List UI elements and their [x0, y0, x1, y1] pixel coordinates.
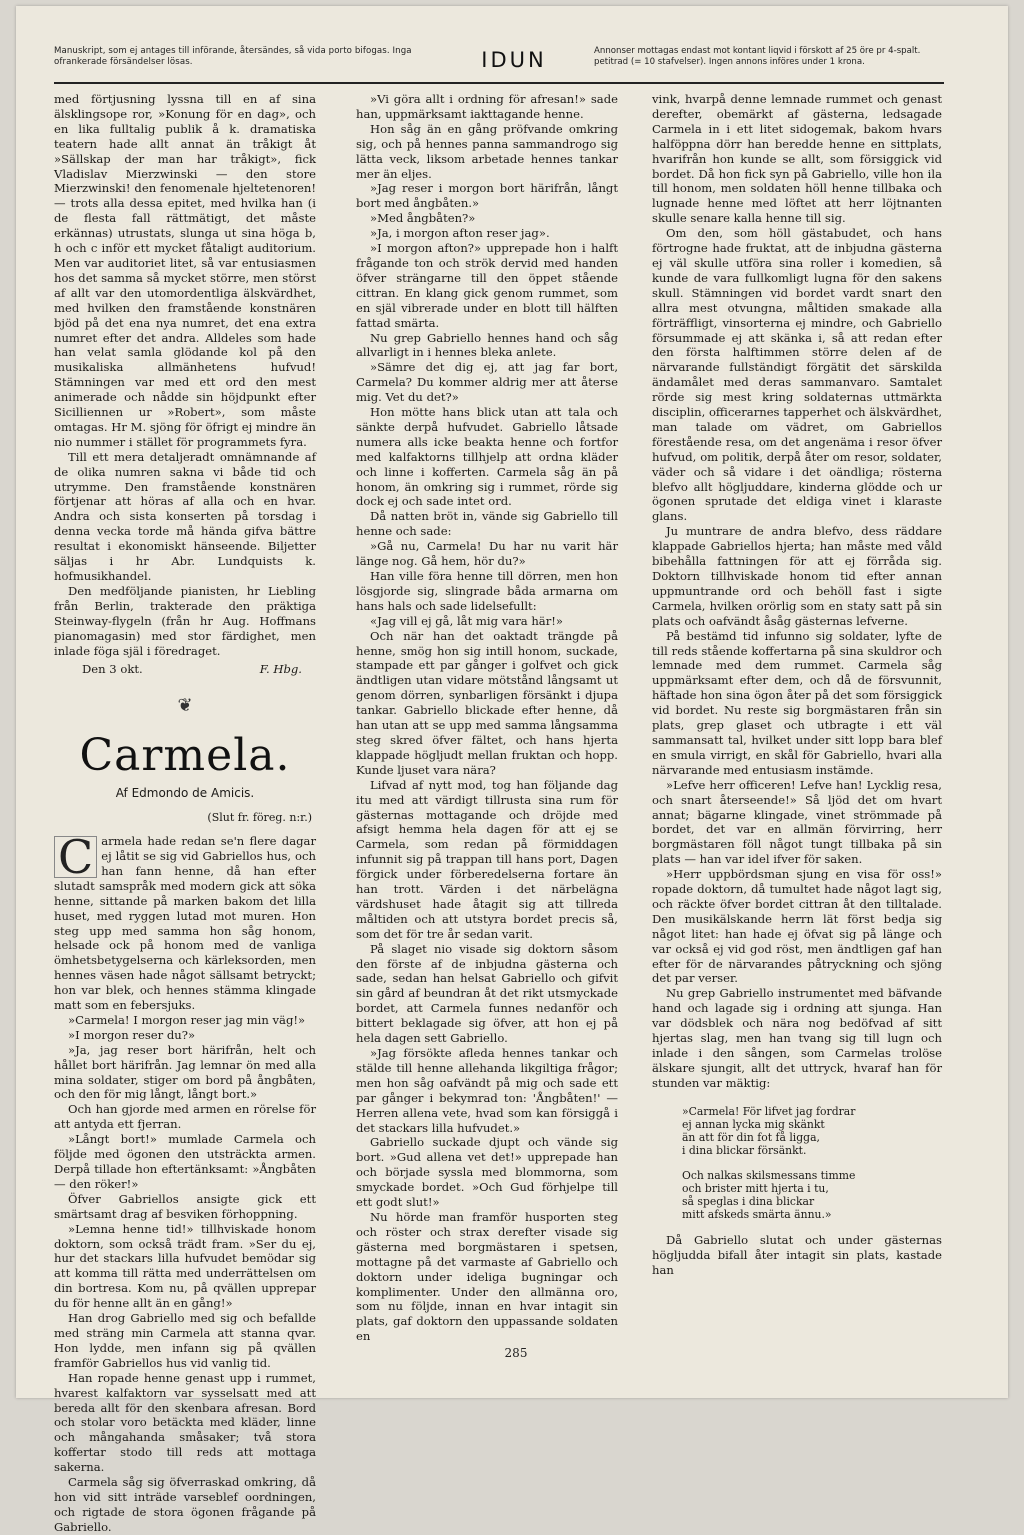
story-paragraph: »Gå nu, Carmela! Du har nu varit här länge nog. Gå hem, hör du?» [356, 539, 618, 569]
page-number: 285 [504, 1346, 528, 1360]
story-paragraph: Han ropade henne genast upp i rummet, hvarest kalfaktorn var sysselsatt med att bereda allt för den skenbara afresan. Bord och stolar voro betäckta med kläder, linne och mångahanda småsaker; två stora koffertar stodo till reds att mottaga sakerna. [54, 1370, 316, 1475]
review-paragraph: Till ett mera detaljeradt omnämnande af de olika numren sakna vi både tid och utrymme. Den framstående konstnären förtjenar att höras af alla och en hvar. Andra och sista konserten på torsdag i denna vecka torde må hända gifva bättre resultat i ekonomiskt hänseende. Biljetter säljas i hr Abr. Lundquists k. hofmusikhandel. [54, 449, 316, 583]
story-paragraph: »Ja, i morgon afton reser jag». [370, 226, 550, 241]
story-paragraph: På bestämd tid infunno sig soldater, lyfte de till reds stående koffertarna på sina skuldror och lemnade med dem rummet. Carmela såg uppmärksamt efter dem, och då de försvunnit, häftade hon sina ögon åter på det som försiggick vid bordet. Nu reste sig borgmästaren från sin plats, grep glaset och utbragte i ett väl sammansatt tal, hvilket under sitt lopp bara blef en smula virrigt, en skål för Gabriello, hvari alla närvarande med entusiasm instämde. [652, 628, 942, 777]
story-paragraph: Hon såg än en gång pröfvande omkring sig, och på hennes panna sammandrogo sig lätta veck, liksom arbetade hennes tankar mer än eljes. [356, 121, 618, 181]
story-paragraph: »Lefve herr officeren! Lefve han! Lycklig resa, och snart återseende!» Så ljöd det om hvart annat; bägarne klingade, vinet strömmade på bordet, det var en allmän förvirring, herr borgmästaren föll något tungt tillbaka på sin plats — han var idel ifver för saken. [652, 777, 942, 867]
story-paragraph: Öfver Gabriellos ansigte gick ett smärtsamt drag af besviken förhoppning. [54, 1191, 316, 1221]
story-paragraph: Nu grep Gabriello hennes hand och såg allvarligt in i hennes bleka anlete. [356, 330, 618, 360]
story-paragraph: »I morgon reser du?» [68, 1027, 196, 1042]
story-paragraph: »Herr uppbördsman sjung en visa för oss!» ropade doktorn, då tumultet hade något lagt sig, och räckte öfver bordet cittran åt den tilltalade. Den musikälskande herrn lät först bedja sig något litet: han hade ej öfvat sig på länge och var också ej vid god röst, men ändtligen gaf han efter för de närvarandes påtryckning och sjöng det par verser. [652, 867, 942, 986]
story-paragraph: »Sämre det dig ej, att jag far bort, Carmela? Du kommer aldrig mer att återse mig. Vet du det?» [356, 360, 618, 405]
song-verses [682, 1105, 942, 1221]
ornament-icon: ❦ [177, 695, 193, 717]
header-advertising-notice: Annonser mottagas endast mot kontant liqvid i förskott af 25 öre pr 4-spalt. petitrad (= 10 stafvelser). Ingen annons införes under 1 krona. [594, 46, 921, 67]
story-paragraph: »Jag reser i morgon bort härifrån, långt bort med ångbåten.» [356, 181, 618, 211]
review-author: F. Hbg. [259, 662, 302, 677]
story-paragraph: vink, hvarpå denne lemnade rummet och genast derefter, obemärkt af gästerna, ledsagade Carmela in i ett litet sidogemak, bakom hvars halföppna dörr han beredde henne en sittplats, hvarifrån hon kunde se allt, som försiggick vid bordet. Då hon fick syn på Gabriello, ville hon ila till honom, men soldaten höll henne tillbaka och lugnade henne med löftet att herr löjtnanten skulle senare kalla henne till sig. [652, 92, 942, 226]
review-date: Den 3 okt. [82, 662, 143, 677]
story-paragraph: C armela hade redan se'n flere dagar ej låtit se sig vid Gabriellos hus, och han fann henne, då han efter slutadt samspråk med modern gick att söka henne, sittande på marken bakom det lilla huset, med ryggen lutad mot muren. Hon steg upp med samma hon såg honom, helsade ock på honom med de vanliga ömhetsbetygelserna och kärleksorden, men hennes väsen hade något sällsamt betryckt; hon var blek, och hennes stämma klingade matt som en febersjuks. [54, 830, 316, 1013]
newspaper-page [16, 6, 1008, 1534]
story-paragraph: Nu hörde man framför husporten steg och röster och strax derefter visade sig gästerna med borgmästaren i spetsen, mottagne på det varmaste af Gabriello och doktorn under ideliga bugningar och komplimenter. Under den allmänna oro, som nu följde, innan en hvar intagit sin plats, gaf doktorn den uppassande soldaten en [356, 1209, 618, 1344]
header-manuscript-notice: Manuskript, som ej antages till införande, återsändes, så vida porto bifogas. Inga ofrankerade försändelser lösas. [54, 46, 412, 67]
story-title: Carmela. [79, 730, 291, 782]
story-paragraph: »Carmela! I morgon reser jag min väg!» [68, 1012, 306, 1027]
story-paragraph: Och han gjorde med armen en rörelse för att antyda ett fjerran. [54, 1102, 316, 1132]
story-paragraph: Lifvad af nytt mod, tog han följande dag itu med att värdigt tillrusta sina rum för gästernas mottagande och dröjde med afsigt hemma hela dagen för att ej se Carmela, som redan på förmiddagen infunnit sig på trappan till hans port, Dagen förgick under förberedelserna fortare än han trott. Värden i det närbelägna värdshuset hade åtagit sig att tillreda måltiden och att utstyra bordet precis så, som det för tre år sedan varit. [356, 777, 618, 941]
page-header [54, 42, 944, 84]
story-paragraph: Och när han det oaktadt trängde på henne, smög hon sig intill honom, suckade, stampade ett par gånger i golfvet och gick ändtligen utan vidare mötstånd långsamt ut genom dörren, synbarligen försänkt i djupa tankar. Gabriello blickade efter henne, då han utan att se upp med samma långsamma steg skred öfver fältet, och hans hjerta klappade högljudt mellan fruktan och hopp. Kunde ljuset vara nära? [356, 628, 618, 777]
story-paragraph: Gabriello suckade djupt och vände sig bort. »Gud allena vet det!» upprepade han och började syssla med blommorna, som smyckade bordet. »Och Gud förhjelpe till ett godt slut!» [356, 1135, 618, 1210]
story-paragraph: »Vi göra allt i ordning för afresan!» sade han, uppmärksamt iakttagande henne. [356, 92, 618, 121]
story-paragraph: Ju muntrare de andra blefvo, dess räddare klappade Gabriellos hjerta; han måste med våld bibehålla fattningen för att ej förråda sig. Doktorn tillhviskade honom tid efter annan uppmuntrande ord och behöll fast i sigte Carmela, hvilken orörlig som en staty satt på sin plats och oafvändt åsåg gästernas lefverne. [652, 524, 942, 628]
story-paragraph: Då natten bröt in, vände sig Gabriello till henne och sade: [356, 509, 618, 539]
story-paragraph: «Jag vill ej gå, låt mig vara här!» [370, 613, 564, 628]
column-3 [652, 92, 942, 1277]
masthead-title: IDUN [481, 48, 547, 72]
story-paragraph: »Med ångbåten?» [370, 211, 476, 226]
story-paragraph: Hon mötte hans blick utan att tala och sänkte derpå hufvudet. Gabriello låtsade numera alls icke beakta henne och fortfor med kalfaktorns tillhjelp att ordna kläder och linne i kofferten. Carmela såg än på honom, än omkring sig i rummet, rörde sig dock ej och sade intet ord. [356, 405, 618, 509]
song-stanza: Och nalkas skilsmessans timme och brister mitt hjerta i tu, så speglas i dina blickar mitt afskeds smärta ännu.» [682, 1168, 856, 1221]
song-stanza: »Carmela! För lifvet jag fordrar ej annan lycka mig skänkt än att för din fot få ligga, i dina blickar försänkt. [682, 1104, 856, 1157]
review-paragraph: Den medföljande pianisten, hr Liebling från Berlin, trakterade den präktiga Steinway-flygeln (från hr Aug. Hoffmans pianomagasin) med stor färdighet, men inlade föga själ i föredraget. [54, 583, 316, 658]
story-paragraph: »Jag försökte afleda hennes tankar och stälde till henne allehanda likgiltiga frågor; men hon såg oafvändt på mig och sade ett par gånger i bekymrad ton: 'Ångbåten!' — Herren allena vete, hvad som kan försiggå i det stackars lilla hufvudet.» [356, 1046, 618, 1135]
story-paragraph: »Ja, jag reser bort härifrån, helt och hållet bort härifrån. Jag lemnar ön med alla mina soldater, stiger om bord på ångbåten, och den för mig långt, långt bort.» [54, 1042, 316, 1102]
story-paragraph: Han ville föra henne till dörren, men hon lösgjorde sig, slingrade båda armarna om hans hals och sade lidelsefullt: [356, 569, 618, 613]
story-paragraph: »Långt bort!» mumlade Carmela och följde med ögonen den utsträckta armen. Derpå tillade hon eftertänksamt: »Ångbåten — den röker!» [54, 1132, 316, 1191]
column-2 [356, 92, 618, 1344]
story-author: Af Edmondo de Amicis. [115, 786, 255, 801]
review-signature [54, 662, 316, 677]
story-paragraph: Han drog Gabriello med sig och befallde med sträng min Carmela att stanna qvar. Hon lydde, men infann sig på qvällen framför Gabriellos hus vid vanlig tid. [54, 1311, 316, 1370]
column-1 [54, 92, 316, 1535]
review-paragraph: med förtjusning lyssna till en af sina älsklingsope ror, »Konung för en dag», och en lika fulltalig publik å k. dramatiska teatern hade allt annat än tråkigt åt »Sällskap der man har tråkigt», fick Vladislav Mierzwinski — den store Mierzwinski! den fenomenale hjeltetenoren! — trots alla dessa epitet, med hvilka han (i de flesta fall rättmätigt, det måste erkännas) utrustats, slunga ut sina höga b, h och c inför ett mycket fåtaligt auditorium. Men var auditoriet litet, så var entusiasmen hos det samma så mycket större, men störst af allt var den utomordentliga älskvärdhet, med hvilken den framstående konstnären bjöd på det ena nya numret, det ena extra numret efter det andra. Alldeles som hade han velat samla glödande kol på den musikaliska allmänhetens hufvud! Stämningen var med ett ord den mest animerade och nådde sin höjdpunkt efter Sicilliennen ur »Robert», som måste omtagas. Hr M. sjöng för öfrigt ej mindre än nio nummer i stället för programmets fyra. [54, 92, 316, 449]
story-paragraph: Om den, som höll gästabudet, och hans förtrogne hade fruktat, att de inbjudna gästerna ej väl skulle utföra sina roller i komedien, så kunde de vara fullkomligt lugna för den sakens skull. Stämningen vid bordet vardt snart den allra mest otvungna, måltiden smakade alla förträffligt, vinsorterna ej mindre, och Gabriello försummade ej att skänka i, så att redan efter den första halftimmen större delen af de närvarande fullständigt förgätit det särskilda ändamålet med deras sammanvaro. Samtalet rörde sig mest kring soldaternas uttmärkta disciplin, officerarnes tapperhet och älskvärdhet, man talade om vädret, om Gabriellos förestående resa, om det angenäma i resor öfver hufvud, om politik, derpå åter om resor, soldater, väder och så vidare i det oändliga; rösterna blefvo allt högljuddare, kinderna glödde och ur ögonen sprutade det eldiga vinet i klaraste glans. [652, 226, 943, 524]
drop-cap: C [54, 836, 97, 878]
story-paragraph: »I morgon afton?» upprepade hon i halft frågande ton och strök dervid med handen öfver strängarne till den öppet stående cittran. En klang gick genom rummet, som en själ vibrerade under en blott till hälften fattad smärta. [356, 241, 618, 330]
story-paragraph: Nu grep Gabriello instrumentet med bäfvande hand och lagade sig i ordning att sjunga. Han var dödsblek och nära nog bedöfvad af sitt hjertas slag, men han tvang sig till lugn och inlade i den sången, som Carmelas trolöse älskare sjungit, allt det uttryck, hvaraf han för stunden var mäktig: [652, 986, 942, 1090]
story-paragraph: Carmela såg sig öfverraskad omkring, då hon vid sitt inträde varseblef oordningen, och rigtade de stora ögonen frågande på Gabriello. [54, 1475, 316, 1534]
story-paragraph: »Lemna henne tid!» tillhviskade honom doktorn, som också trädt fram. »Ser du ej, hur det stackars lilla hufvudet bemödar sig att komma till rätta med underrättelsen om din bortresa. Kom nu, på qvällen upprepar du för henne allt än en gång!» [54, 1221, 316, 1311]
continuation-note: (Slut fr. föreg. n:r.) [207, 811, 312, 825]
story-paragraph: På slaget nio visade sig doktorn såsom den förste af de inbjudna gästerna och sade, sedan han helsat Gabriello och gifvit sin gård af beundran åt det rikt utsmyckade bordet, att Carmela funnes nedanför och bittert beklagade sig öfver, att hon ej på hela dagen sett Gabriello. [356, 941, 618, 1046]
story-paragraph: Då Gabriello slutat och under gästernas högljudda bifall åter intagit sin plats, kastade han [652, 1232, 942, 1277]
